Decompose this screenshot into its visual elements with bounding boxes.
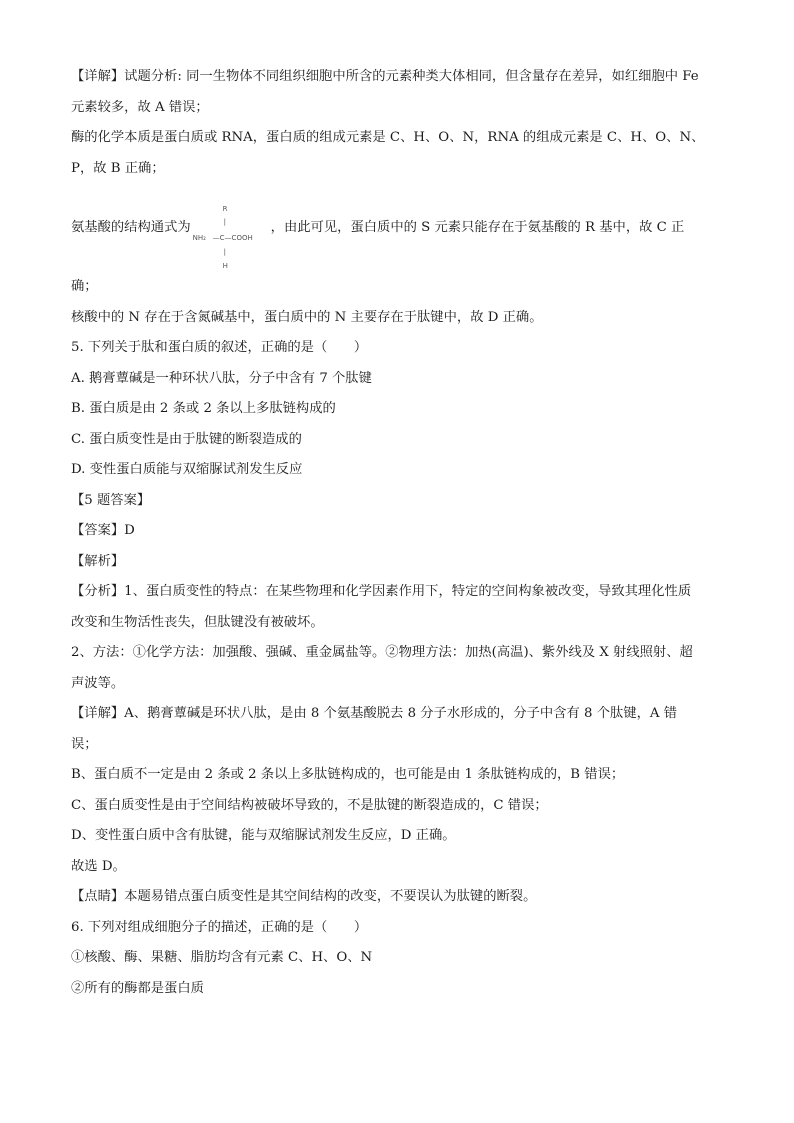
option-a: A. 鹅膏蕈碱是一种环状八肽，分子中含有 7 个肽键 — [71, 370, 372, 386]
question-5-stem: 5. 下列关于肽和蛋白质的叙述，正确的是（ ） — [71, 340, 368, 355]
formula-intro-text: 氨基酸的结构通式为 — [71, 219, 191, 235]
text-line: 声波等。 — [71, 675, 125, 691]
text-line: 【分析】1、蛋白质变性的特点：在某些物理和化学因素作用下，特定的空间构象被改变，导致其理化性质 — [71, 584, 692, 599]
formula-hydrogen: H — [222, 262, 228, 270]
answer-heading: 【5 题答案】 — [71, 492, 151, 508]
text-line: 【详解】A、鹅膏蕈碱是环状八肽，是由 8 个氨基酸脱去 8 分子水形成的，分子中含有 8 个肽键，A 错 — [71, 706, 678, 721]
text-line: 【点睛】本题易错点蛋白质变性是其空间结构的改变，不要误认为肽键的断裂。 — [71, 889, 537, 904]
text-line: C、蛋白质变性是由于空间结构被破坏导致的，不是肽键的断裂造成的，C 错误； — [71, 797, 548, 813]
question-6-stem: 6. 下列对组成细胞分子的描述，正确的是（ ） — [71, 919, 368, 935]
formula-conclusion-text: ，由此可见，蛋白质中的 S 元素只能存在于氨基酸的 R 基中，故 C 正 — [270, 219, 685, 235]
answer-text: 【答案】D — [71, 523, 135, 538]
text-line: 2、方法：①化学方法：加强酸、强碱、重金属盐等。②物理方法：加热(高温)、紫外线及 X 射线照射、超 — [71, 645, 693, 660]
text-line: 元素较多，故 A 错误； — [71, 99, 209, 115]
amino-acid-structure-formula — [192, 192, 269, 270]
formula-carboxyl-chain: —C—COOH — [212, 234, 253, 242]
text-line: 误； — [71, 736, 98, 752]
text-line: ①核酸、酶、果糖、脂肪均含有元素 C、H、O、N — [71, 950, 373, 965]
text-line: P，故 B 正确； — [71, 160, 165, 176]
formula-line — [71, 184, 731, 272]
text-line: 确； — [71, 279, 98, 294]
formula-bond: | — [223, 248, 227, 256]
option-c: C. 蛋白质变性是由于肽键的断裂造成的 — [71, 431, 302, 447]
formula-r-group: R — [222, 205, 228, 213]
text-line: 改变和生物活性丧失，但肽键没有被破坏。 — [71, 614, 324, 630]
formula-amino-group: NH₂ — [192, 234, 206, 242]
option-b: B. 蛋白质是由 2 条或 2 条以上多肽链构成的 — [71, 401, 336, 416]
formula-bond: | — [223, 218, 227, 226]
text-line: 核酸中的 N 存在于含氮碱基中，蛋白质中的 N 主要存在于肽键中，故 D 正确。 — [71, 309, 543, 325]
text-line: D、变性蛋白质中含有肽键，能与双缩脲试剂发生反应，D 正确。 — [71, 828, 456, 843]
option-d: D. 变性蛋白质能与双缩脲试剂发生反应 — [71, 462, 303, 477]
text-line: 故选 D。 — [71, 858, 126, 874]
text-line: B、蛋白质不一定是由 2 条或 2 条以上多肽链构成的，也可能是由 1 条肽链构成的，B 错误； — [71, 767, 625, 782]
text-line: 【详解】试题分析: 同一生物体不同组织细胞中所含的元素种类大体相同，但含量存在差异，如红细胞中 Fe — [71, 69, 699, 84]
text-line: ②所有的酶都是蛋白质 — [71, 980, 204, 996]
analysis-heading: 【解析】 — [71, 553, 125, 569]
document-body — [71, 62, 731, 1004]
text-line: 酶的化学本质是蛋白质或 RNA，蛋白质的组成元素是 C、H、O、N，RNA 的组成元素是 C、H、O、N、 — [71, 130, 705, 145]
